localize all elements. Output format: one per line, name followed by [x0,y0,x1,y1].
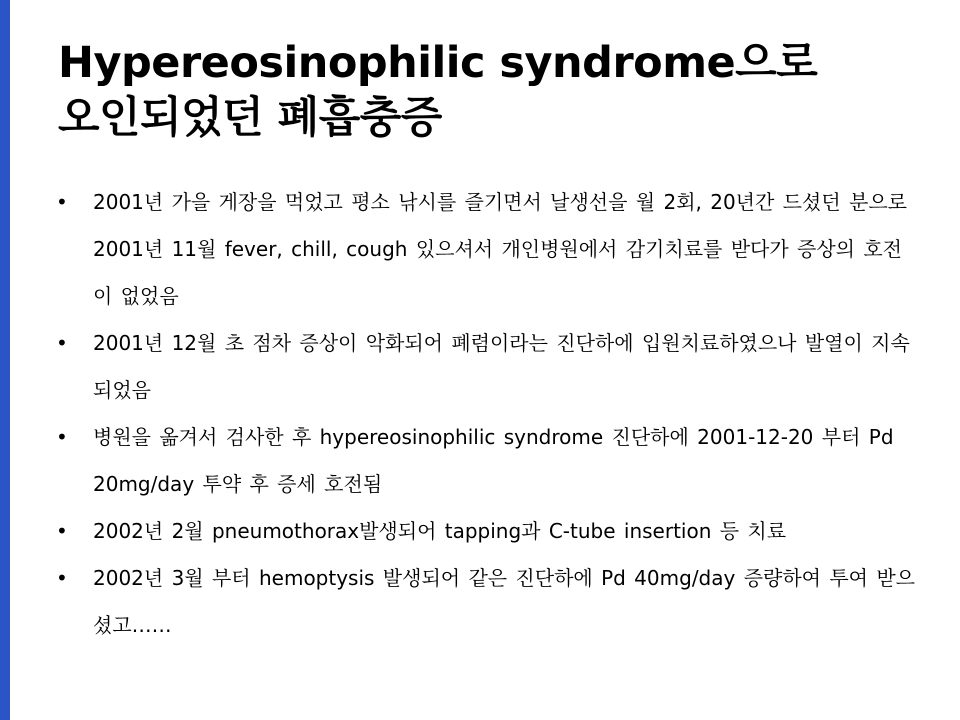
bullet-dot-icon: • [56,190,68,214]
bullet-text: 2001년 12월 초 점차 증상이 악화되어 폐렴이라는 진단하에 입원치료하였으나 발열이 지속되었음 [93,331,910,402]
slide-left-accent-bar [0,0,10,720]
bullet-item-4 [56,508,916,555]
bullet-text: 병원을 옮겨서 검사한 후 hypereosinophilic syndrome 진단하에 2001-12-20 부터 Pd 20mg/day 투약 후 증세 호전됨 [93,425,894,496]
bullet-text: 2001년 가을 게장을 먹었고 평소 낚시를 즐기면서 날생선을 월 2회, 20년간 드셨던 분으로 2001년 11월 fever, chill, cough 있으셔서 개인병원에서 감기치료를 받다가 증상의 호전이 없었음 [93,190,907,308]
bullet-text: 2002년 2월 pneumothorax발생되어 tapping과 C-tube insertion 등 치료 [93,519,787,543]
bullet-dot-icon: • [56,566,68,590]
bullet-item-3 [56,414,916,508]
bullet-dot-icon: • [56,425,68,449]
bullet-item-5 [56,555,916,649]
slide-title: Hypereosinophilic syndrome으로 오인되었던 폐흡충증 [58,38,818,143]
bullet-dot-icon: • [56,331,68,355]
bullet-item-1 [56,179,916,320]
bullet-item-2 [56,320,916,414]
bullet-list [56,179,916,649]
bullet-text: 2002년 3월 부터 hemoptysis 발생되어 같은 진단하에 Pd 40mg/day 증량하여 투여 받으셨고…… [93,566,915,637]
bullet-dot-icon: • [56,519,68,543]
